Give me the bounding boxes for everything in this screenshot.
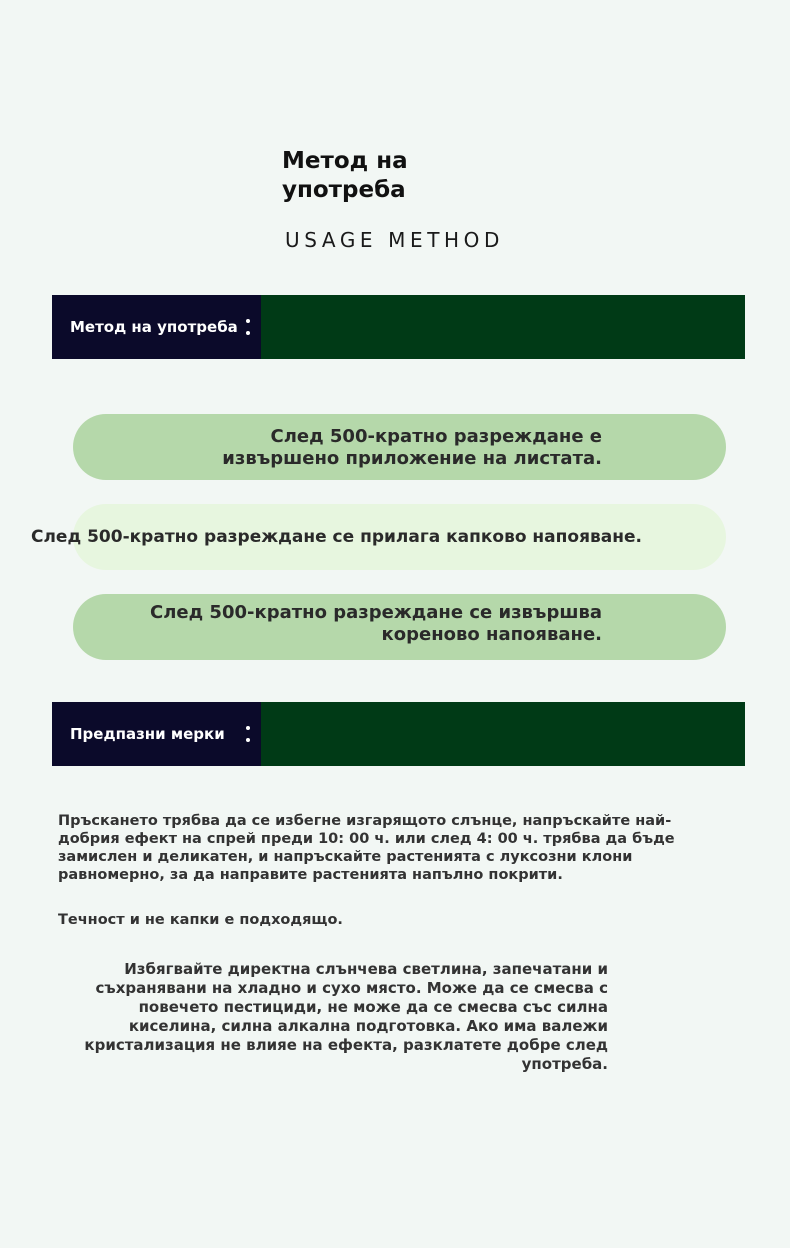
usage-section-bar xyxy=(52,295,745,359)
precautions-section-title: Предпазни мерки xyxy=(70,725,225,743)
precautions-section-bar xyxy=(52,702,745,766)
usage-item-drip-text: След 500-кратно разреждане се прилага капково напояване. xyxy=(31,527,642,547)
usage-item-foliar-text: След 500-кратно разреждане е извършено приложение на листата. xyxy=(222,426,602,469)
precaution-spraying: Пръскането трябва да се избегне изгарящото слънце, напръскайте най-добрия ефект на спрей преди 10: 00 ч. или след 4: 00 ч. трябва да бъде замислен и деликатен, и напръскайте растенията с луксозни клони равномерно, за да направите растенията напълно покрити. xyxy=(58,813,675,883)
precaution-storage: Избягвайте директна слънчева светлина, запечатани и съхранявани на хладно и сухо място. Може да се смесва с повечето пестициди, не може да се смесва със силна киселина, силна алкална подготовка. Ако има валежи кристализация не влияе на ефекта, разклатете добре след употреба. xyxy=(84,960,608,1073)
usage-item-root-text: След 500-кратно разреждане се извършва кореново напояване. xyxy=(150,602,602,645)
title-block xyxy=(282,147,522,205)
colon-icon xyxy=(246,726,252,746)
colon-icon xyxy=(246,319,252,339)
precautions-section-label xyxy=(52,702,261,766)
usage-section-title: Метод на употреба xyxy=(70,318,238,336)
page-title: Метод на употреба xyxy=(282,148,408,203)
page-subtitle: USAGE METHOD xyxy=(285,228,505,252)
usage-section-label xyxy=(52,295,261,359)
precaution-liquid: Течност и не капки е подходящо. xyxy=(58,912,343,928)
